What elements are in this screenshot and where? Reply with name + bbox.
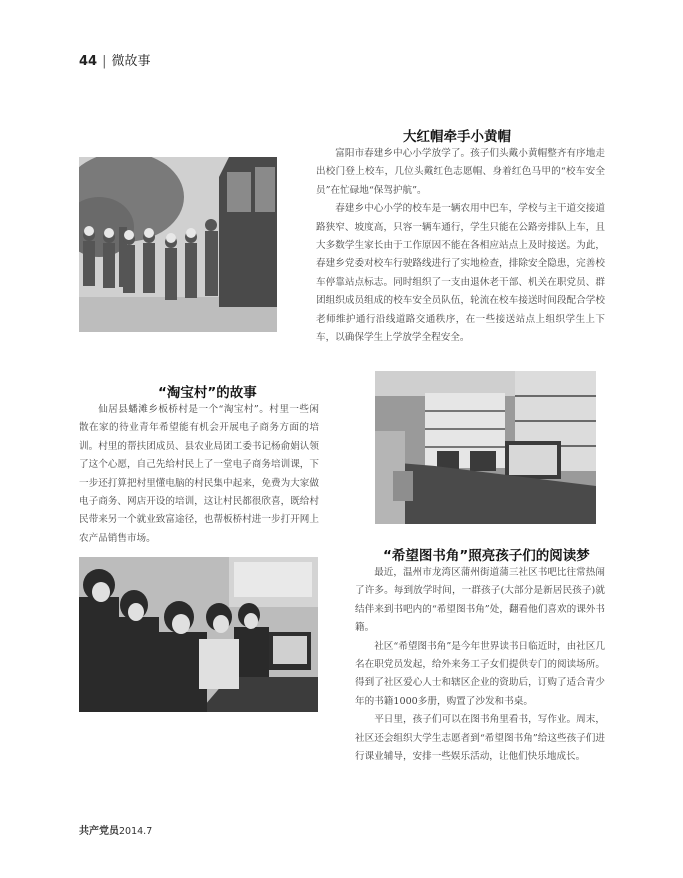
story3-title: “希望图书角”照亮孩子们的阅读梦 xyxy=(383,548,590,564)
story1-body xyxy=(316,145,605,347)
story2-paragraph: 仙居县蟠滩乡板桥村是一个“淘宝村”。村里一些闲散在家的待业青年希望能有机会开展电子商务方面的培训。村里的帮扶团成员、县农业局团工委书记杨俞娟认领了这个心愿，自己先给村民上了一堂电子商务培训课，下一步还打算把村里懂电脑的村民集中起来，免费为大家做电子商务、网店开设的培训，这让村民都很欣喜，既给村民带来另一个就业致富途径，也帮板桥村进一步打开网上农产品销售市场。 xyxy=(79,404,319,544)
photo-library-reading-room xyxy=(375,371,596,524)
story1-title: 大红帽牵手小黄帽 xyxy=(403,129,511,145)
story1-paragraph: 春建乡中心小学的校车是一辆农用中巴车，学校与主干道交接道路狭窄、坡度高，只容一辆车通行，学生只能在公路旁排队上车，且大多数学生家长由于工作原因不能在各相应站点上及时接送。为此，春建乡党委对校车行驶路线进行了实地检查，排除安全隐患，完善校车停靠站点标志。同时组织了一支由退休老干部、机关在职党员、群团组织成员组成的校车安全员队伍，轮流在校车接送时间段配合学校老师维护通行沿线道路交通秩序，在一些接送站点上组织学生上下车，以确保学生上学放学全程安全。 xyxy=(316,203,605,344)
story3-paragraph: 最近，温州市龙湾区蒲州街道蒲三社区书吧比往常热闹了许多。每到放学时间，一群孩子(大部分是新居民孩子)就结伴来到书吧内的“希望图书角”处，翻看他们喜欢的课外书籍。 xyxy=(355,567,605,634)
magazine-logo: 共产党员 xyxy=(79,826,119,837)
story3-body xyxy=(355,564,605,766)
issue-date: 2014.7 xyxy=(119,826,153,837)
photo-ecommerce-training xyxy=(79,557,318,712)
story1-paragraph: 富阳市春建乡中心小学放学了。孩子们头戴小黄帽整齐有序地走出校门登上校车，几位头戴红色志愿帽、身着红色马甲的“校车安全员”在忙碌地“保驾护航”。 xyxy=(316,148,605,196)
page-footer xyxy=(79,822,152,837)
story2-title: “淘宝村”的故事 xyxy=(158,385,257,401)
story3-paragraph: 平日里，孩子们可以在图书角里看书，写作业。周末，社区还会组织大学生志愿者到“希望图书角”给这些孩子们进行课业辅导，安排一些娱乐活动，让他们快乐地成长。 xyxy=(355,714,605,763)
page-number: 44 xyxy=(79,54,98,69)
story2-body xyxy=(79,401,319,548)
story3-paragraph: 社区“希望图书角”是今年世界读书日临近时，由社区几名在职党员发起，给外来务工子女们提供专门的阅读场所。得到了社区爱心人士和辖区企业的资助后，订购了适合青少年的书籍1000多册，购置了沙发和书桌。 xyxy=(355,640,605,707)
photo-students-boarding-bus xyxy=(79,157,277,332)
page-header xyxy=(79,50,151,69)
header-separator: | xyxy=(102,54,107,69)
section-name: 微故事 xyxy=(111,54,151,69)
